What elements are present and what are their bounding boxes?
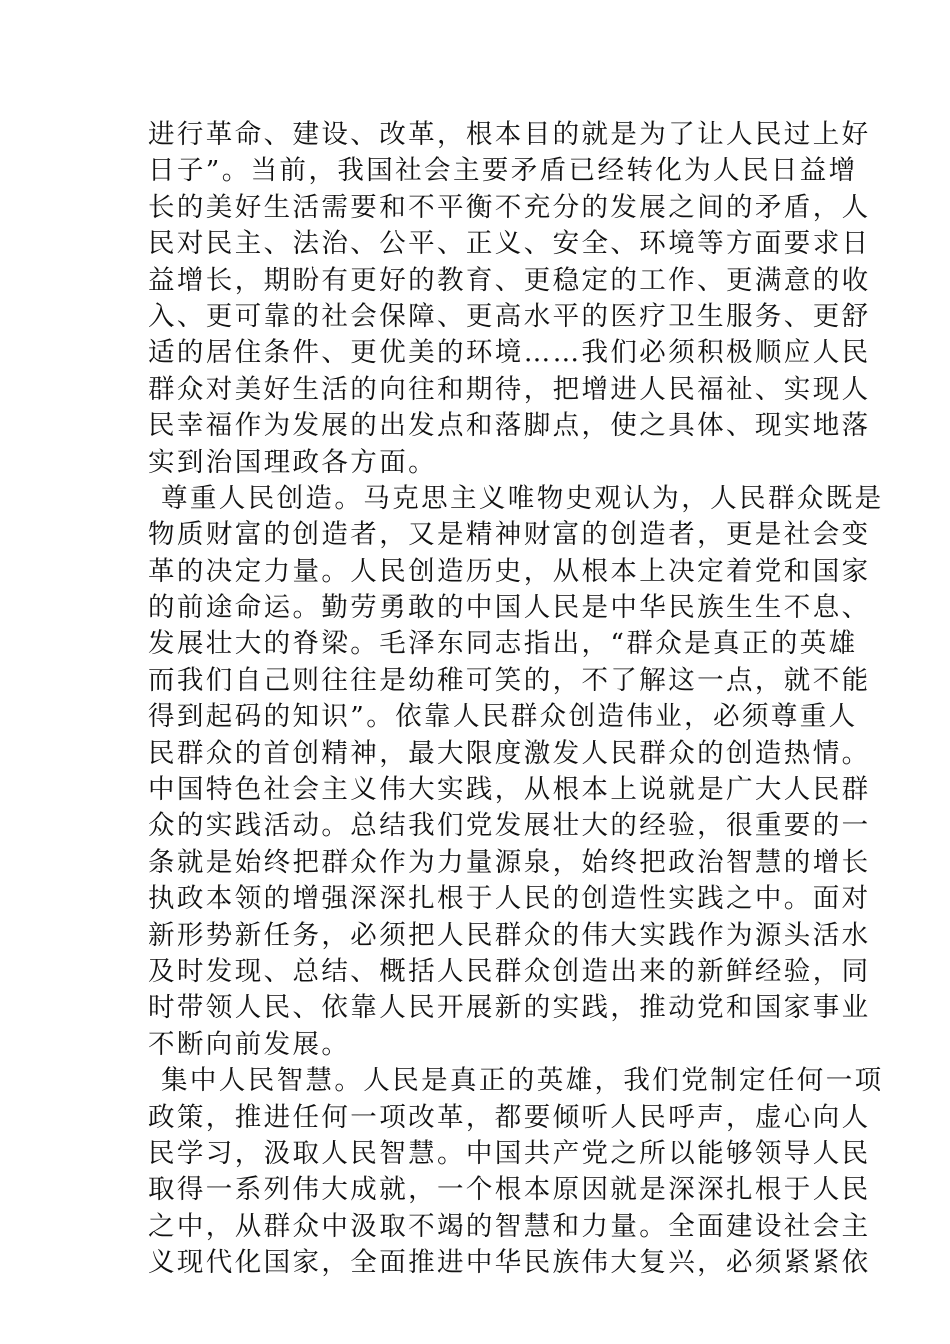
text-line: 及时发现、总结、概括人民群众创造出来的新鲜经验，同 <box>148 955 871 987</box>
text-line: 的前途命运。勤劳勇敢的中国人民是中华民族生生不息、 <box>148 592 871 624</box>
text-line: 众的实践活动。总结我们党发展壮大的经验，很重要的一 <box>148 810 871 842</box>
text-line: 集中人民智慧。人民是真正的英雄，我们党制定任何一项 <box>161 1065 884 1097</box>
text-line: 执政本领的增强深深扎根于人民的创造性实践之中。面对 <box>148 883 871 915</box>
text-line: 新形势新任务，必须把人民群众的伟大实践作为源头活水 <box>148 919 871 951</box>
text-line: 得到起码的知识”。依靠人民群众创造伟业，必须尊重人 <box>148 701 858 733</box>
text-line: 民群众的首创精神，最大限度激发人民群众的创造热情。 <box>148 737 871 769</box>
text-line: 条就是始终把群众作为力量源泉，始终把政治智慧的增长 <box>148 846 871 878</box>
text-line: 革的决定力量。人民创造历史，从根本上决定着党和国家 <box>148 555 871 587</box>
text-line: 而我们自己则往往是幼稚可笑的，不了解这一点，就不能 <box>148 664 871 696</box>
text-line: 取得一系列伟大成就，一个根本原因就是深深扎根于人民 <box>148 1174 871 1206</box>
text-line: 民对民主、法治、公平、正义、安全、环境等方面要求日 <box>148 228 871 260</box>
text-line: 时带领人民、依靠人民开展新的实践，推动党和国家事业 <box>148 992 871 1024</box>
text-line: 物质财富的创造者，又是精神财富的创造者，更是社会变 <box>148 519 871 551</box>
text-line: 义现代化国家，全面推进中华民族伟大复兴，必须紧紧依 <box>148 1247 871 1279</box>
text-line: 之中，从群众中汲取不竭的智慧和力量。全面建设社会主 <box>148 1210 871 1242</box>
text-line: 群众对美好生活的向往和期待，把增进人民福祉、实现人 <box>148 373 871 405</box>
text-line: 实到治国理政各方面。 <box>148 446 437 478</box>
text-line: 中国特色社会主义伟大实践，从根本上说就是广大人民群 <box>148 774 871 806</box>
text-line: 日子”。当前，我国社会主要矛盾已经转化为人民日益增 <box>148 155 858 187</box>
text-line: 尊重人民创造。马克思主义唯物史观认为，人民群众既是 <box>161 482 884 514</box>
text-line: 发展壮大的脊梁。毛泽东同志指出，“群众是真正的英雄 <box>148 628 858 660</box>
text-line: 进行革命、建设、改革，根本目的就是为了让人民过上好 <box>148 119 871 150</box>
text-line: 民幸福作为发展的出发点和落脚点，使之具体、现实地落 <box>148 410 871 442</box>
text-line: 政策，推进任何一项改革，都要倾听人民呼声，虚心向人 <box>148 1101 871 1133</box>
text-line: 不断向前发展。 <box>148 1028 351 1060</box>
text-line: 民学习，汲取人民智慧。中国共产党之所以能够领导人民 <box>148 1137 871 1169</box>
document-body-text <box>148 117 884 1282</box>
text-line: 益增长，期盼有更好的教育、更稳定的工作、更满意的收 <box>148 264 871 296</box>
text-line: 适的居住条件、更优美的环境……我们必须积极顺应人民 <box>148 337 871 369</box>
text-line: 长的美好生活需要和不平衡不充分的发展之间的矛盾，人 <box>148 191 871 223</box>
text-line: 入、更可靠的社会保障、更高水平的医疗卫生服务、更舒 <box>148 300 871 332</box>
